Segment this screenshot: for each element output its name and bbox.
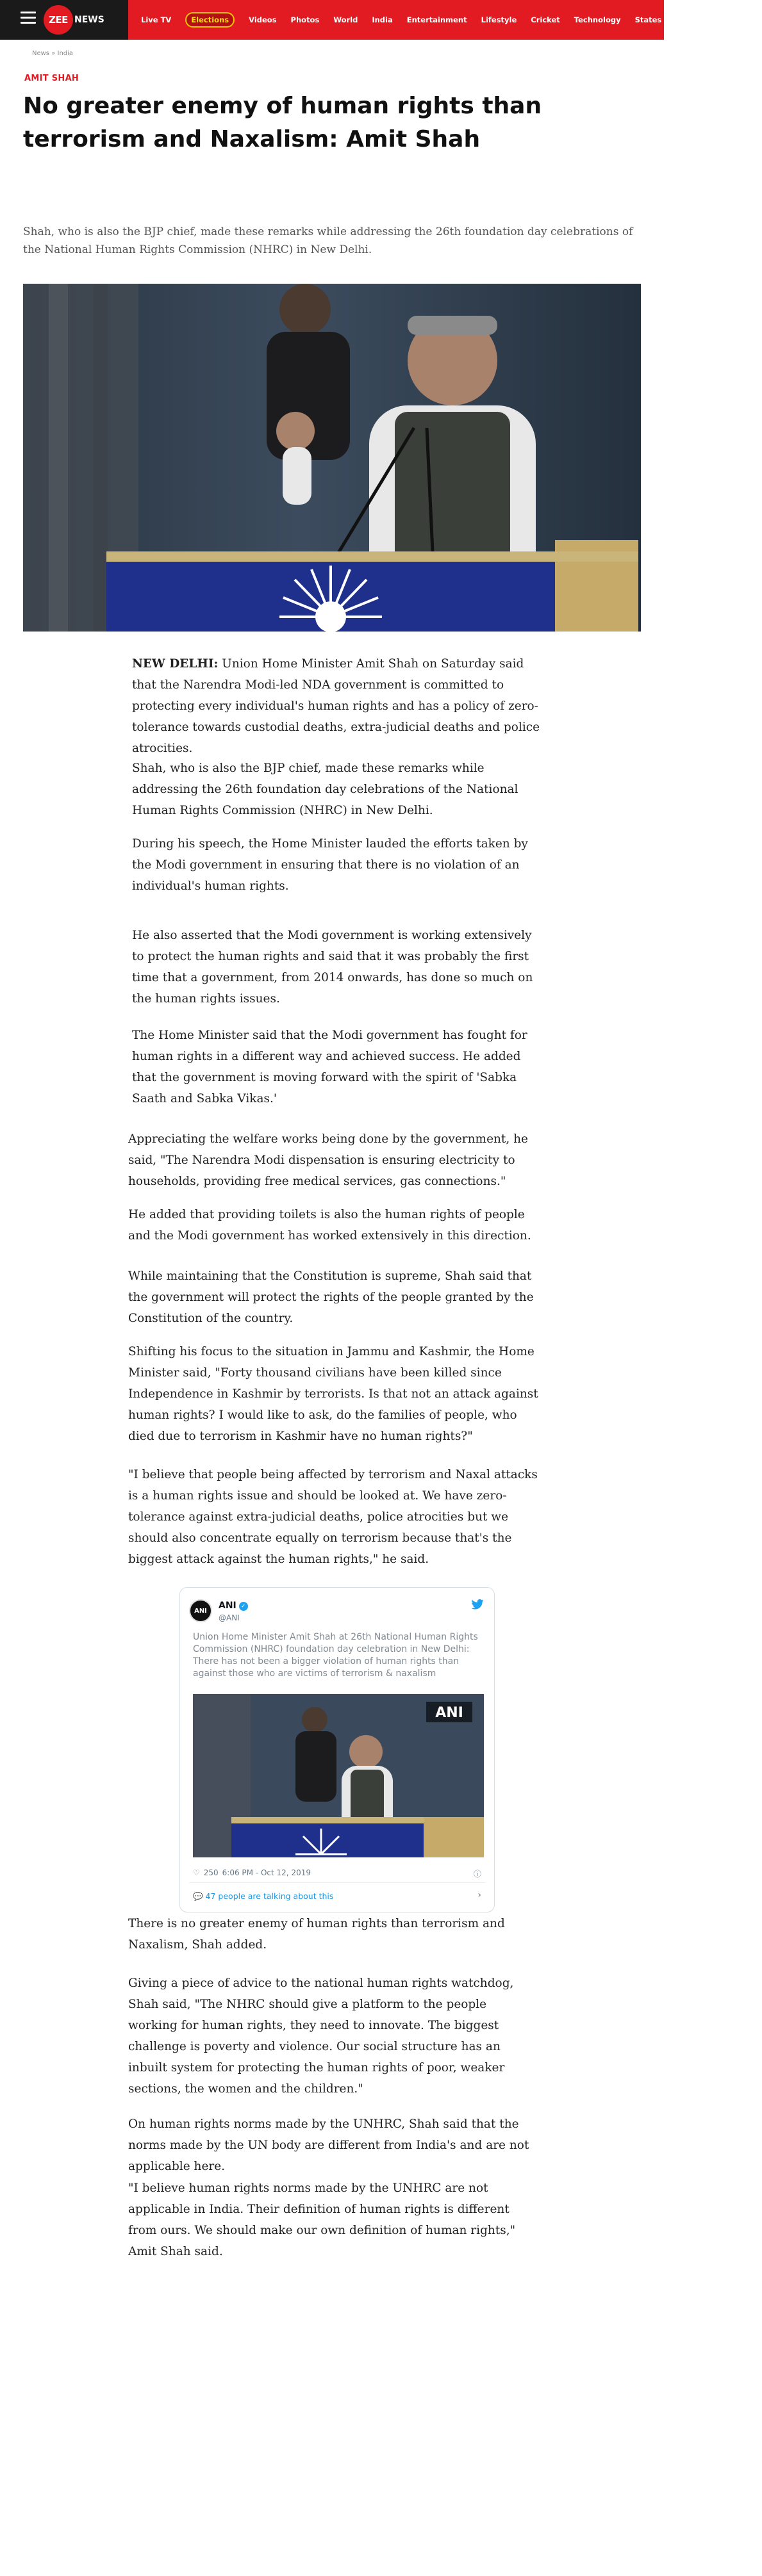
chat-icon: 💬 [193, 1891, 206, 1901]
nav-menu [128, 0, 762, 40]
paragraph-10: "I believe that people being affected by terrorism and Naxal attacks is a human rights issue and should be looked at. We have zero-tolerance against extra-judicial deaths, police atrocities but we should also concentrate equally on terrorism because that's the biggest attack against the human rights," he said. [128, 1468, 538, 1566]
paragraph-8: While maintaining that the Constitution is supreme, Shah said that the government will protect the rights of the people granted by the Constitution of the country. [128, 1269, 534, 1325]
tweet-talking-text: 47 people are talking about this [205, 1891, 334, 1901]
chevron-right-icon[interactable]: › [477, 1890, 481, 1900]
nav-item-business[interactable]: Business [675, 15, 713, 24]
tweet-media-watermark: ANI [435, 1705, 463, 1721]
logo-zee: ZEE [44, 5, 73, 35]
verified-icon: ✓ [239, 1602, 248, 1611]
tweet-divider [189, 1882, 485, 1883]
nav-item-india[interactable]: India [372, 15, 393, 24]
top-navbar [0, 0, 762, 40]
twitter-bird-icon[interactable] [471, 1599, 484, 1613]
tweet-handle[interactable]: @ANI [219, 1613, 240, 1622]
nav-item-photos[interactable]: Photos [290, 15, 320, 24]
info-icon[interactable]: ⓘ [473, 1870, 481, 1879]
paragraph-1-text: Union Home Minister Amit Shah on Saturday said that the Narendra Modi-led NDA government is committed to protecting every individual's human rights and has a policy of zero-tolerance towards custodial deaths, extra-judicial deaths and police atrocities. [132, 657, 540, 755]
paragraph-4: He also asserted that the Modi government is working extensively to protect the human rights and said that it was probably the first time that a government, from 2014 onwards, has done so much on the human rights issues. [132, 929, 533, 1006]
tweet-author-name[interactable] [219, 1601, 248, 1611]
article-summary: Shah, who is also the BJP chief, made these remarks while addressing the 26th foundation day celebrations of the National Human Rights Commission (NHRC) in New Delhi. [23, 225, 633, 256]
paragraph-5: The Home Minister said that the Modi government has fought for human rights in a different way and achieved success. He added that the government is moving forward with the spirit of 'Sabka Saath and Sabka Vikas.' [132, 1029, 527, 1105]
site-logo[interactable] [44, 5, 104, 35]
tweet-timestamp[interactable]: 6:06 PM - Oct 12, 2019 [222, 1868, 311, 1877]
nav-item-world[interactable]: World [333, 15, 358, 24]
menu-icon[interactable] [21, 12, 36, 24]
nav-item-live-tv[interactable]: Live TV [141, 15, 172, 24]
nav-item-lifestyle[interactable]: Lifestyle [481, 15, 517, 24]
tweet-text: Union Home Minister Amit Shah at 26th National Human Rights Commission (NHRC) foundation day celebration in New Delhi: There has not been a bigger violation of human rights than against those who are victims of terrorism & naxalism [193, 1632, 478, 1679]
speaker-photo [23, 284, 641, 632]
tweet-avatar[interactable]: ANI [189, 1599, 212, 1622]
nav-item-bhojpuri[interactable]: Bhojpuri [726, 15, 762, 24]
tweet-author-label: ANI [219, 1601, 236, 1611]
tweet-meta [193, 1868, 483, 1877]
nav-item-entertainment[interactable]: Entertainment [406, 15, 467, 24]
nav-item-elections[interactable]: Elections [185, 12, 235, 28]
article-kicker[interactable]: AMIT SHAH [24, 74, 79, 83]
paragraph-9: Shifting his focus to the situation in Jammu and Kashmir, the Home Minister said, "Forty thousand civilians have been killed since Independence in Kashmir by terrorists. Is that not an attack against human rights? I would like to ask, do the families of people, who died due to terrorism in Kashmir have no human rights?" [128, 1345, 538, 1443]
tweet-talking-link[interactable] [193, 1891, 333, 1902]
heart-icon[interactable]: ♡ [193, 1868, 200, 1877]
tweet-likes: 250 [203, 1868, 219, 1877]
nav-item-states[interactable]: States [634, 15, 662, 24]
paragraph-7: He added that providing toilets is also the human rights of people and the Modi government has worked extensively in this direction. [128, 1208, 531, 1243]
paragraph-12: Giving a piece of advice to the national human rights watchdog, Shah said, "The NHRC should give a platform to the people working for human rights, they need to innovate. The biggest challenge is poverty and violence. Our social structure has an inbuilt system for protecting the human rights of poor, weaker sections, the women and the children." [128, 1977, 514, 2096]
tweet-media[interactable] [193, 1694, 484, 1857]
nav-item-technology[interactable]: Technology [574, 15, 621, 24]
hero-image [23, 284, 641, 632]
paragraph-14: "I believe human rights norms made by the UNHRC are not applicable in India. Their definition of human rights is different from ours. We should make our own definition of human rights," Amit Shah said. [128, 2181, 516, 2258]
dateline: NEW DELHI: [132, 657, 219, 671]
paragraph-6: Appreciating the welfare works being done by the government, he said, "The Narendra Modi dispensation is ensuring electricity to households, providing free medical services, gas connections." [128, 1132, 528, 1188]
breadcrumb[interactable]: News » India [32, 50, 74, 57]
tweet-photo [193, 1694, 484, 1857]
logo-news: NEWS [74, 15, 104, 25]
paragraph-11: There is no greater enemy of human rights than terrorism and Naxalism, Shah added. [128, 1917, 505, 1952]
nav-item-videos[interactable]: Videos [249, 15, 277, 24]
embedded-tweet[interactable] [179, 1587, 495, 1912]
paragraph-1 [132, 653, 542, 759]
nav-item-cricket[interactable]: Cricket [531, 15, 560, 24]
paragraph-13: On human rights norms made by the UNHRC, Shah said that the norms made by the UN body are different from India's and are not applicable here. [128, 2117, 529, 2173]
page-title: No greater enemy of human rights than terrorism and Naxalism: Amit Shah [23, 93, 542, 152]
paragraph-2: Shah, who is also the BJP chief, made these remarks while addressing the 26th foundation day celebrations of the National Human Rights Commission (NHRC) in New Delhi. [132, 762, 518, 817]
paragraph-3: During his speech, the Home Minister lauded the efforts taken by the Modi government in ensuring that there is no violation of an individual's human rights. [132, 837, 528, 893]
